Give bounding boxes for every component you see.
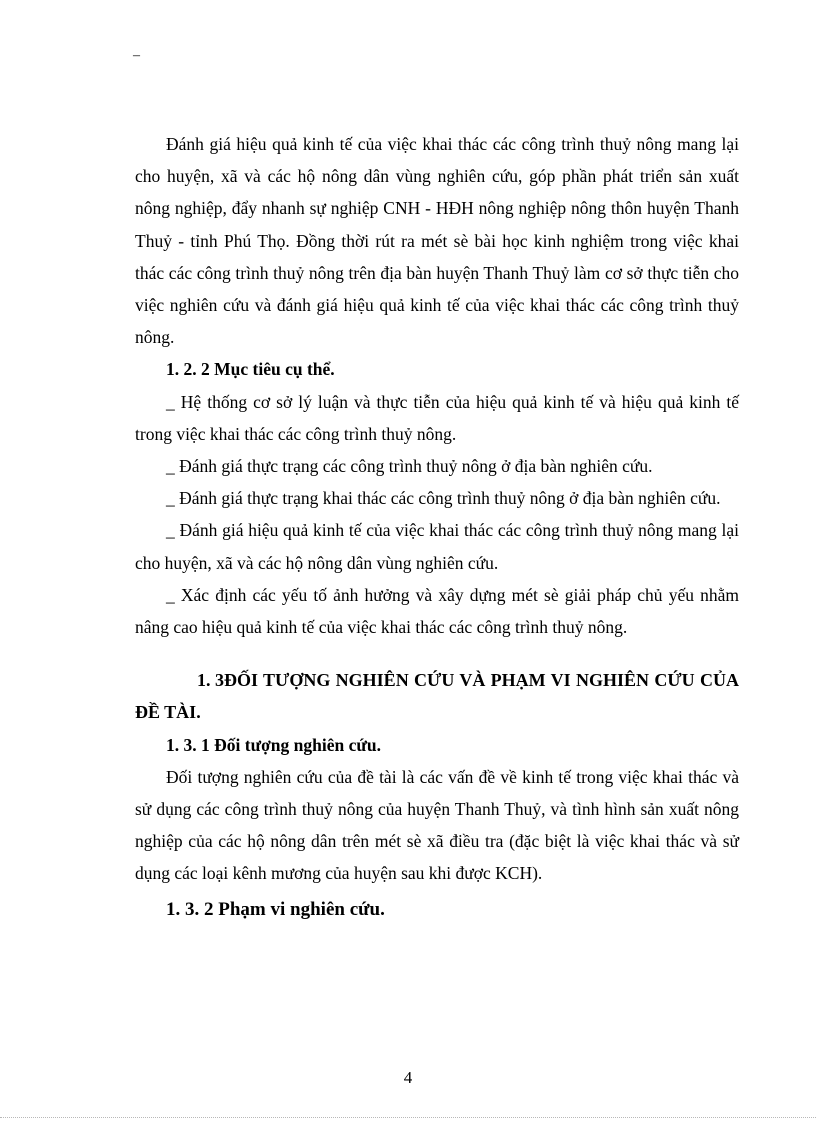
heading-1-2-2: 1. 2. 2 Mục tiêu cụ thể. <box>166 359 335 380</box>
list-item-objective-1: _ Hệ thống cơ sở lý luận và thực tiễn của hiệu quả kinh tế và hiệu quả kinh tế trong việc khai thác các công trình thuỷ nông. <box>135 391 739 444</box>
list-item-objective-5: _ Xác định các yếu tố ảnh hưởng và xây dựng mét sè giải pháp chủ yếu nhằm nâng cao hiệu quả kinh tế của việc khai thác các công trình thuỷ nông. <box>135 584 739 638</box>
paragraph-overall-goal: Đánh giá hiệu quả kinh tế của việc khai thác các công trình thuỷ nông mang lại cho huyện, xã và các hộ nông dân vùng nghiên cứu, góp phần phát triển sản xuất nông nghiệp, đẩy nhanh sự nghiệp CNH - HĐH nông nghiệp nông thôn huyện Thanh Thuỷ - tỉnh Phú Thọ. Đồng thời rút ra mét sè bài học kinh nghiệm trong việc khai thác các công trình thuỷ nông trên địa bàn huyện Thanh Thuỷ làm cơ sở thực tiễn cho việc nghiên cứu và đánh giá hiệu quả kinh tế của việc khai thác các công trình thuỷ nông. <box>135 134 739 348</box>
paragraph-research-subject: Đối tượng nghiên cứu của đề tài là các vấn đề về kinh tế trong việc khai thác và sử dụng các công trình thuỷ nông của huyện Thanh Thuỷ, và tình hình sản xuất nông nghiệp của các hộ nông dân trên mét sè xã điều tra (đặc biệt là việc khai thác và sử dụng các loại kênh mương của huyện sau khi được KCH). <box>135 766 739 884</box>
heading-1-3-2: 1. 3. 2 Phạm vi nghiên cứu. <box>166 898 385 920</box>
document-body <box>135 128 739 926</box>
list-item-objective-3: _ Đánh giá thực trạng khai thác các công trình thuỷ nông ở địa bàn nghiên cứu. <box>166 488 721 509</box>
page-number: 4 <box>403 1068 413 1087</box>
corner-mark: – <box>133 48 140 63</box>
list-item-objective-4: _ Đánh giá hiệu quả kinh tế của việc khai thác các công trình thuỷ nông mang lại cho huyện, xã và các hộ nông dân vùng nghiên cứu. <box>135 520 739 573</box>
page-bottom-border <box>0 1117 816 1118</box>
heading-1-3 <box>135 664 739 728</box>
section-number: 1. 3 <box>197 670 224 691</box>
heading-1-3-1: 1. 3. 1 Đối tượng nghiên cứu. <box>166 734 381 755</box>
section-title: ĐỐI TƯỢNG NGHIÊN CỨU VÀ PHẠM VI NGHIÊN CỨU CỦA ĐỀ TÀI. <box>135 670 739 723</box>
list-item-objective-2: _ Đánh giá thực trạng các công trình thuỷ nông ở địa bàn nghiên cứu. <box>166 456 653 477</box>
